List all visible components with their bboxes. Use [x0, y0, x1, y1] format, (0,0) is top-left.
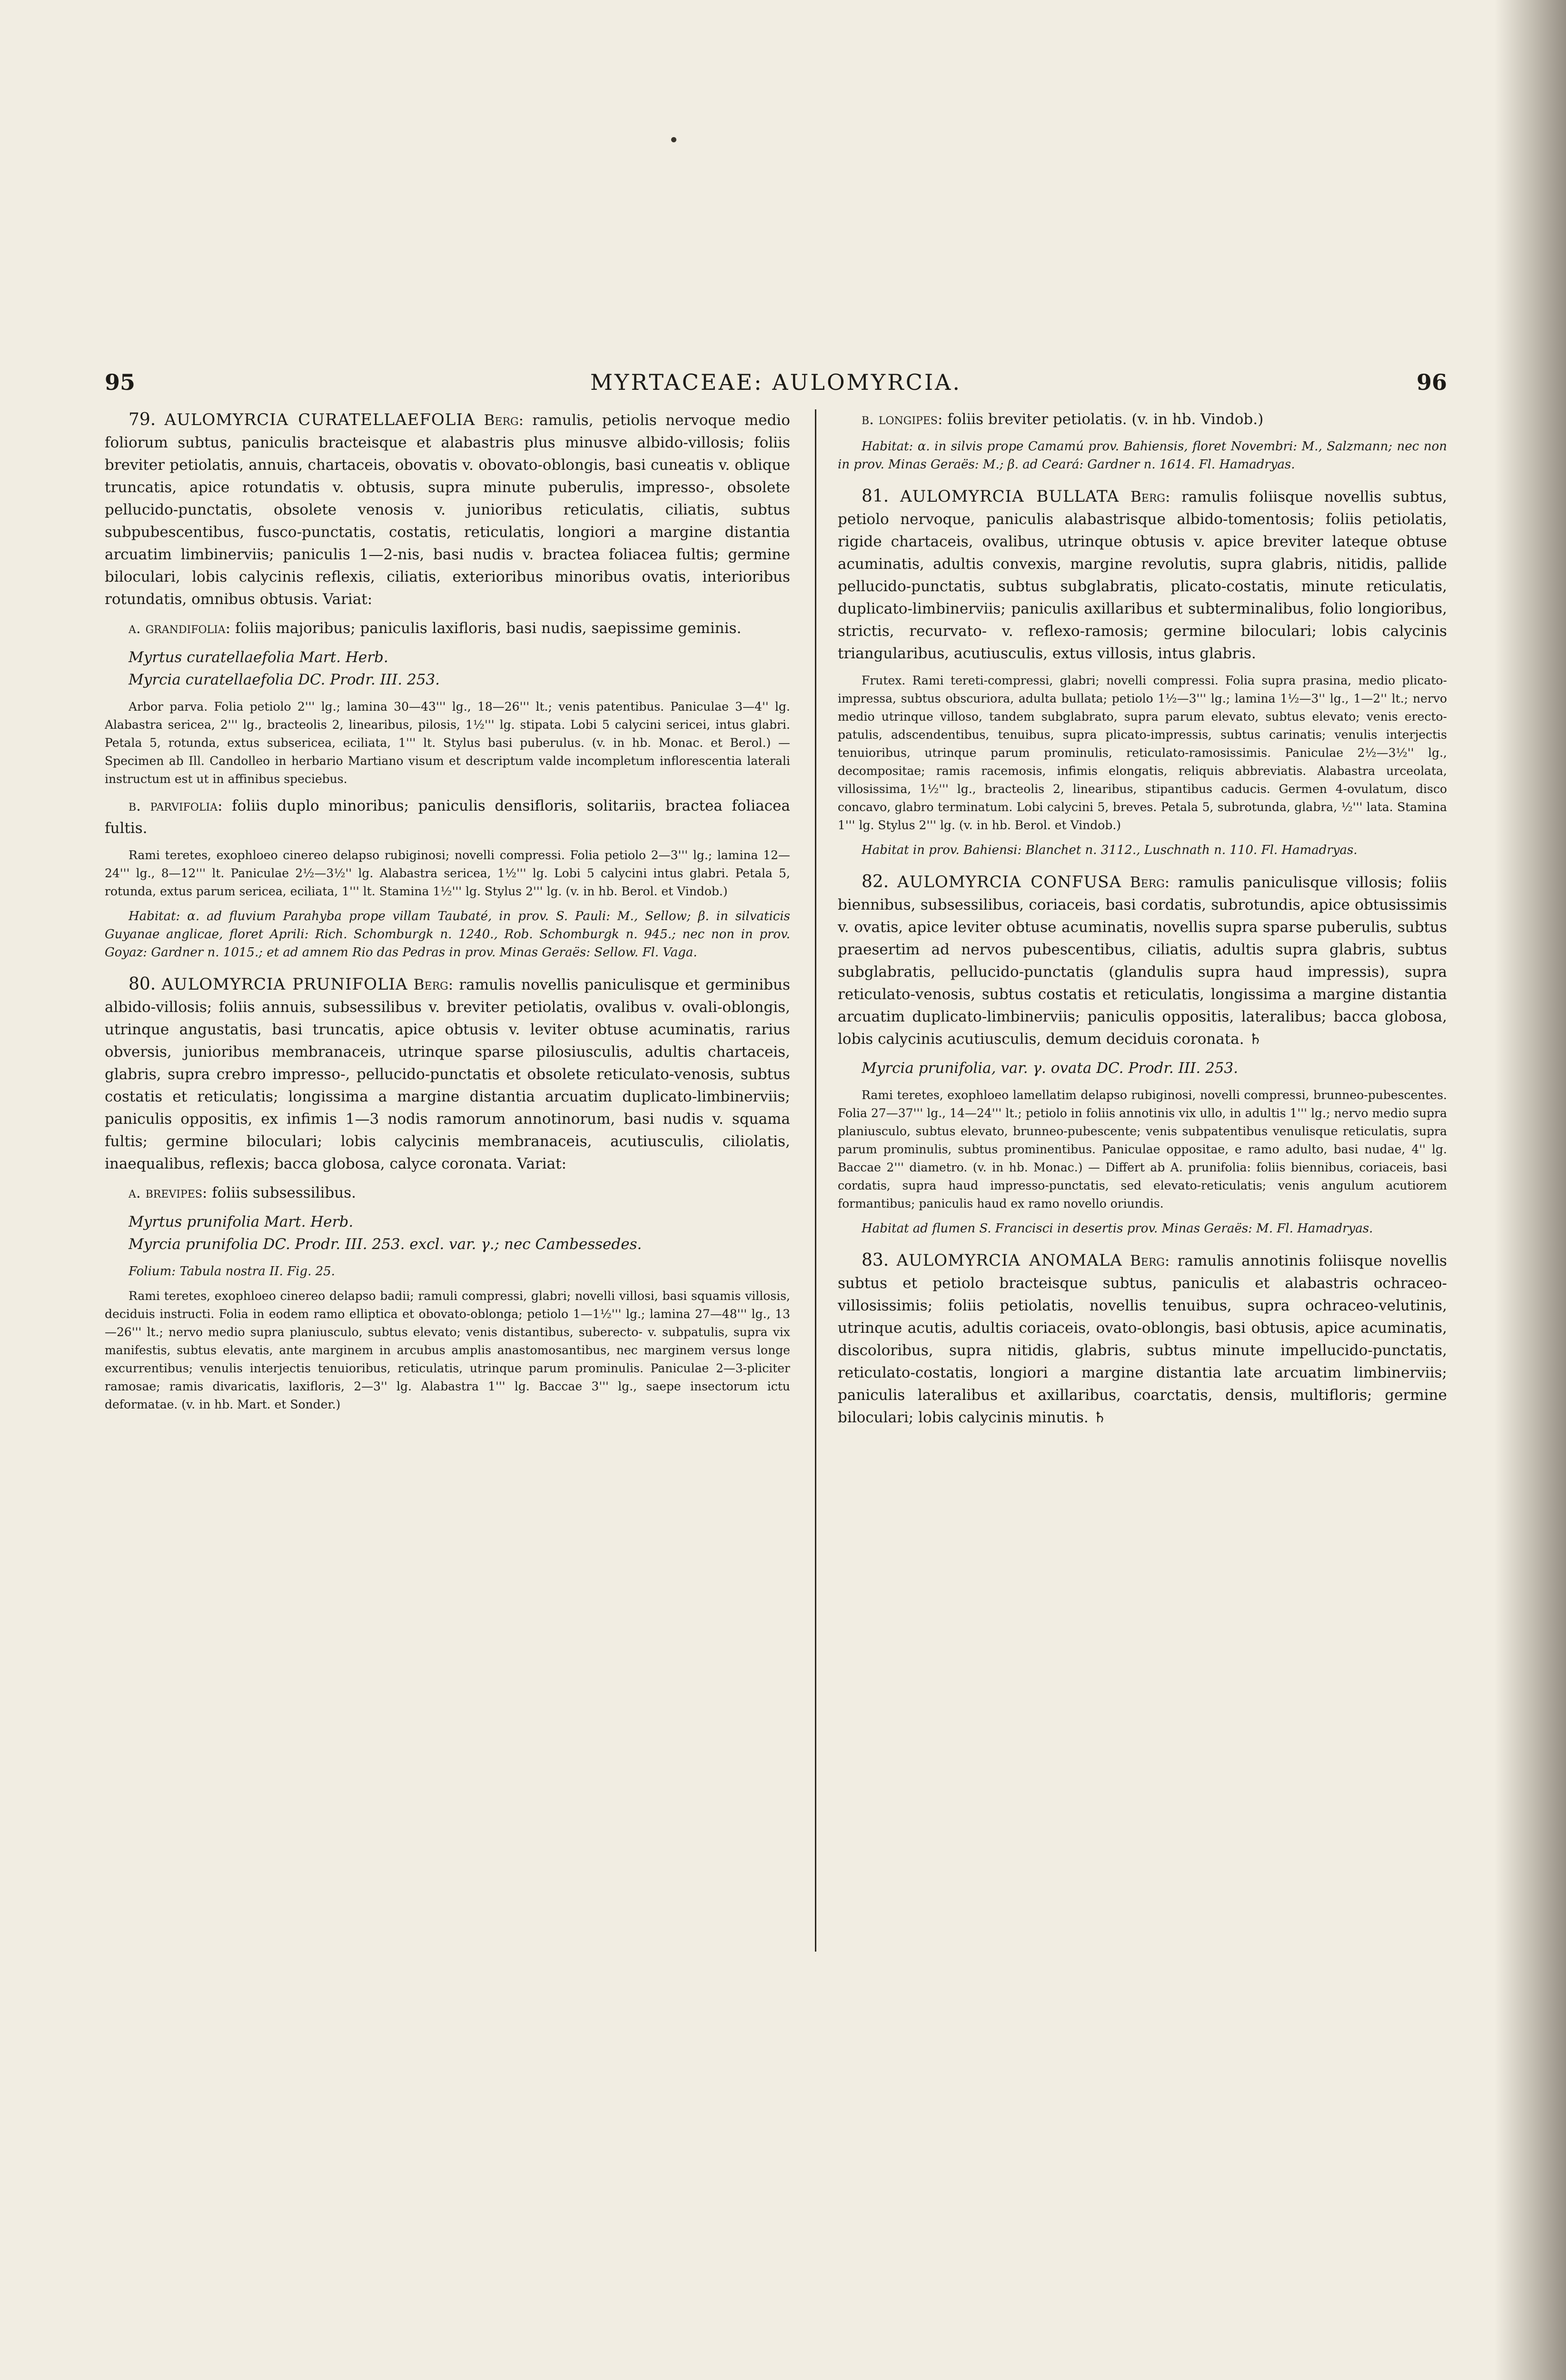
page-number-right: 96: [1416, 369, 1447, 395]
species-number: 80.: [129, 974, 156, 994]
species-title: AULOMYRCIA BULLATA: [900, 487, 1120, 506]
description: Rami teretes, exophloeo lamellatim delapso rubiginosi, novelli compressi, brunneo-pubescentes. Folia 27—37''' lg., 14—24''' lt.; petiolo in foliis annotinis vix ullo, in adultis 1''' lg.; nervo medio supra planiusculo, subtus elevato, brunneo-pubescente; venis subpatentibus venulisque reticulatis, supra parum prominulis, subtus prominentibus. Paniculae oppositae, e ramo adulto, basi nudae, 4'' lg. Baccae 2''' diametro. (v. in hb. Monac.) — Differt ab A. prunifolia: foliis biennibus, coriaceis, basi cordatis, supra haud impresso-punctatis, sed elevato-reticulatis; venis angulum acutiorem formantibus; paniculis haud ex ramo novello oriundis.: [838, 1088, 1447, 1210]
variety-alpha: [105, 1182, 790, 1204]
variety-text: : foliis duplo minoribus; paniculis densifloris, solitariis, bractea foliacea fultis.: [105, 797, 790, 837]
variety-label: α. brevipes: [129, 1184, 202, 1201]
diagnosis-text: : ramulis foliisque novellis subtus, petiolo nervoque, paniculis alabastrisque albido-tomentosis; foliis petiolatis, rigide chartaceis, ovalibus, utrinque obtusis v. apice breviter lateque obtuse acuminatis, adultis convexis, margine revolutis, supra glabris, nitidis, pallide pellucido-punctatis, subtus subglabratis, plicato-costatis, minute reticulatis, duplicato-limbinerviis; paniculis axillaribus et subterminalibus, folio longioribus, strictis, recurvato- v. reflexo-ramosis; germine biloculari; lobis calycinis triangularibus, acutiusculis, extus villosis, intus glabris.: [838, 488, 1447, 662]
species-author: Berg: [413, 976, 448, 993]
species-number: 79.: [129, 410, 156, 429]
figure-reference: Folium: Tabula nostra II. Fig. 25.: [129, 1264, 335, 1279]
variety-label: β. longipes: [862, 411, 938, 428]
description: Rami teretes, exophloeo cinereo delapso rubiginosi; novelli compressi. Folia petiolo 2—3''' lg.; lamina 12—24''' lg., 8—12''' lt. Paniculae 2½—3½'' lg. Alabastra sericea, 1½''' lg. Lobi 5 calycini intus glabri. Petala 5, rotunda, extus parum sericea, eciliata, 1''' lt. Stamina 1½''' lg. Stylus 2''' lg. (v. in hb. Berol. et Vindob.): [105, 848, 790, 898]
species-title: AULOMYRCIA ANOMALA: [896, 1251, 1122, 1270]
column-divider: [815, 409, 816, 1952]
synonym: Myrtus prunifolia Mart. Herb.: [129, 1213, 354, 1230]
species-author: Berg: [1130, 874, 1165, 891]
species-81-diagnosis: [838, 485, 1447, 665]
species-author: Berg: [1130, 488, 1165, 506]
species-title: AULOMYRCIA CURATELLAEFOLIA: [164, 410, 476, 429]
species-title: AULOMYRCIA CONFUSA: [897, 873, 1122, 892]
synonym: Myrtus curatellaefolia Mart. Herb.: [129, 649, 388, 666]
variety-text: : foliis majoribus; paniculis laxifloris, basi nudis, saepissime geminis.: [225, 620, 742, 637]
species-author: Berg: [1130, 1252, 1165, 1269]
variety-label: α. grandifolia: [129, 620, 226, 637]
species-80-diagnosis: [105, 973, 790, 1175]
variety-text: : foliis breviter petiolatis. (v. in hb. Vindob.): [937, 411, 1264, 428]
description: Arbor parva. Folia petiolo 2''' lg.; lamina 30—43''' lg., 18—26''' lt.; venis patentibus. Paniculae 3—4'' lg. Alabastra sericea, 2''' lg., bracteolis 2, linearibus, pilosis, 1½''' lg. stipata. Lobi 5 calycini sericei, intus glabri. Petala 5, rotunda, extus subsericea, eciliata, 1''' lt. Stylus basi puberulus. (v. in hb. Monac. et Berol.) — Specimen ab Ill. Candolleo in herbario Martiano visum et descriptum valde incompletum inflorescentia laterali instructum est ut in affinibus speciebus.: [105, 700, 790, 786]
species-author: Berg: [484, 412, 519, 429]
habitat: Habitat ad flumen S. Francisci in desertis prov. Minas Geraës: M. Fl. Hamadryas.: [862, 1221, 1373, 1236]
species-number: 82.: [862, 872, 889, 892]
page-header: [105, 369, 1447, 407]
diagnosis-text: : ramulis, petiolis nervoque medio foliorum subtus, paniculis bracteisque et alabastris plus minusve albido-villosis; foliis breviter petiolatis, annuis, chartaceis, obovatis v. obovato-oblongis, basi cuneatis v. oblique truncatis, apice rotundatis v. obtusis, supra minute puberulis, impresso-, obsolete pellucido-punctatis, obsolete venosis v. junioribus reticulatis, ciliatis, subtus subpubescentibus, fusco-punctatis, costatis, reticulatis, longiori a margine distantia arcuatim limbinerviis; paniculis 1—2-nis, basi nudis v. bractea foliacea fultis; germine biloculari, lobis calycinis reflexis, ciliatis, exterioribus minoribus ovatis, interioribus rotundatis, omnibus obtusis. Variat:: [105, 412, 791, 608]
left-column: [105, 408, 790, 1420]
synonym: Myrcia curatellaefolia DC. Prodr. III. 253.: [129, 671, 440, 688]
species-83-diagnosis: [838, 1249, 1447, 1429]
habitat: Habitat: α. ad fluvium Parahyba prope villam Taubaté, in prov. S. Pauli: M., Sellow; β. in silvaticis Guyanae anglicae, floret Aprili: Rich. Schomburgk n. 1240., Rob. Schomburgk n. 945.; nec non in prov. Goyaz: Gardner n. 1015.; et ad amnem Rio das Pedras in prov. Minas Geraës: Sellow. Fl. Vaga.: [105, 909, 790, 960]
diagnosis-text: : ramulis novellis paniculisque et germinibus albido-villosis; foliis annuis, subsessilibus v. breviter petiolatis, ovalibus v. ovali-oblongis, utrinque angustatis, basi truncatis, apice obtusis v. leviter obtuse acuminatis, rarius obversis, junioribus membranaceis, utrinque sparse pilosiusculis, adultis chartaceis, glabris, supra crebro impresso-, pellucido-punctatis et obsolete reticulato-venosis, subtus costatis et reticulatis; longissima a margine distantia arcuatim duplicato-limbinerviis; paniculis oppositis, ex infimis 1—3 nodis ramorum annotinorum, basi nudis v. squama fultis; germine biloculari; lobis calycinis membranaceis, acutiusculis, ciliolatis, inaequalibus, reflexis; bacca globosa, calyce coronata. Variat:: [105, 976, 791, 1172]
page-number-left: 95: [105, 369, 136, 395]
species-title: AULOMYRCIA PRUNIFOLIA: [161, 975, 408, 994]
variety-label: β. parvifolia: [129, 797, 218, 814]
variety-alpha: [105, 617, 790, 640]
variety-beta: [105, 795, 790, 840]
species-number: 83.: [862, 1250, 889, 1270]
species-82-diagnosis: [838, 871, 1447, 1051]
right-column: [838, 408, 1447, 1436]
variety-beta: [838, 408, 1447, 431]
variety-text: : foliis subsessilibus.: [202, 1184, 356, 1201]
running-title: MYRTACEAE: AULOMYRCIA.: [590, 369, 961, 395]
synonym: Myrcia prunifolia DC. Prodr. III. 253. excl. var. γ.; nec Cambessedes.: [129, 1236, 642, 1253]
habitat: Habitat in prov. Bahiensi: Blanchet n. 3112., Luschnath n. 110. Fl. Hamadryas.: [862, 843, 1358, 857]
species-number: 81.: [862, 486, 889, 506]
habitat: Habitat: α. in silvis prope Camamú prov. Bahiensis, floret Novembri: M., Salzmann; nec non in prov. Minas Geraës: M.; β. ad Ceará: Gardner n. 1614. Fl. Hamadryas.: [838, 439, 1447, 472]
diagnosis-text: : ramulis annotinis foliisque novellis subtus et petiolo bracteisque subtus, paniculis et alabastris ochraceo-villosissimis; foliis petiolatis, novellis tenuibus, supra ochraceo-velutinis, utrinque acutis, adultis coriaceis, ovato-oblongis, basi obtusis, apice acuminatis, discoloribus, supra nitidis, glabris, subtus minute impellucido-punctatis, reticulato-costatis, longiori a margine distantia late arcuatim limbinerviis; paniculis lateralibus et axillaribus, coarctatis, densis, multifloris; germine biloculari; lobis calycinis minutis. ♄: [838, 1252, 1447, 1426]
species-79-diagnosis: [105, 408, 790, 611]
page-edge-shadow: [1495, 0, 1566, 2380]
ink-spot: [671, 137, 676, 142]
synonym: Myrcia prunifolia, var. γ. ovata DC. Prodr. III. 253.: [862, 1060, 1239, 1077]
description: Rami teretes, exophloeo cinereo delapso badii; ramuli compressi, glabri; novelli villosi, basi squamis villosis, deciduis instructi. Folia in eodem ramo elliptica et obovato-oblonga; petiolo 1—1½''' lg.; lamina 27—48''' lg., 13—26''' lt.; nervo medio supra planiusculo, subtus elevato; venis distantibus, suberecto- v. subpatulis, supra vix manifestis, subtus elevatis, ante marginem in arcubus amplis anastomosantibus, nec marginem versus longe excurrentibus; venulis interjectis tenuioribus, reticulatis, utrinque parum prominulis. Paniculae 2—3-pliciter ramosae; ramis divaricatis, laxifloris, 2—3'' lg. Alabastra 1''' lg. Baccae 3''' lg., saepe insectorum ictu deformatae. (v. in hb. Mart. et Sonder.): [105, 1289, 790, 1411]
description: Frutex. Rami tereti-compressi, glabri; novelli compressi. Folia supra prasina, medio plicato-impressa, subtus obscuriora, adulta bullata; petiolo 1½—3''' lg.; lamina 1½—3'' lg., 1—2'' lt.; nervo medio utrinque villoso, tandem subglabrato, supra parum elevato, subtus elevato; venis erecto-patulis, adscendentibus, tenuibus, supra plicato-impressis, subtus carinatis; venulis interjectis tenuioribus, utrinque parum prominulis, reticulato-ramosissimis. Paniculae 2½—3½'' lg., decompositae; ramis racemosis, infimis elongatis, reliquis abbreviatis. Alabastra urceolata, villosissima, 1½''' lg., bracteolis 2, linearibus, stipantibus caducis. Germen 4-ovulatum, disco concavo, glabro terminatum. Lobi calycini 5, breves. Petala 5, subrotunda, glabra, ½''' lata. Stamina 1''' lg. Stylus 2''' lg. (v. in hb. Berol. et Vindob.): [838, 674, 1447, 832]
diagnosis-text: : ramulis paniculisque villosis; foliis biennibus, subsessilibus, coriaceis, basi cordatis, subrotundis, apice obtusissimis v. ovatis, apice leviter obtuse acuminatis, novellis supra sparse puberulis, subtus praesertim ad nervos pubescentibus, ciliatis, adultis supra glabris, subtus subglabratis, pellucido-punctatis (glandulis supra haud impressis), supra reticulato-venosis, subtus costatis et reticulatis, longissima a margine distantia arcuatim duplicato-limbinerviis; paniculis oppositis, lateralibus; bacca globosa, lobis calycinis acutiusculis, demum deciduis coronata. ♄: [838, 874, 1447, 1048]
